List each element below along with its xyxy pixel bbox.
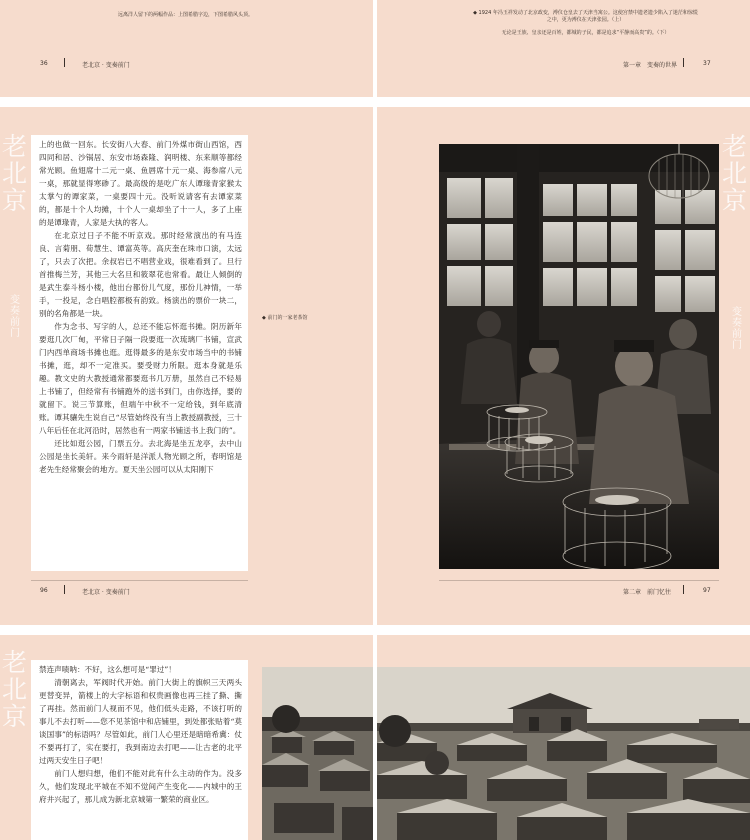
page-98 (0, 635, 373, 840)
divider (64, 58, 65, 67)
city-photo-left-art (262, 667, 373, 840)
page-36-number: 36 (40, 60, 48, 67)
teahouse-photo-art (439, 144, 719, 569)
page-98-watermark: 老北京 (2, 648, 28, 731)
page-96-footer-rule (31, 580, 248, 581)
page-37-running-header: 第一章 变奏的世界 (623, 62, 678, 69)
page-36-caption: 远离洋人留下的两幅作品：上图希腊字边，下图希腊风头顶。 (118, 12, 254, 18)
paragraph: 前门人想归想，他们不能对此有什么主动的作为。没多久，他们发现北平城在不知不觉间产生变化——内城中的王府井兴起了，那儿成为新北京城第一繁荣的商业区。 (39, 769, 242, 804)
page-96 (0, 107, 373, 625)
page-37 (377, 0, 750, 97)
page-37-caption-top: ◆ 1924 年冯玉祥发动了北京政变，溥仪仓皇去了天津当寓公。这使宫禁中遗老遗少陷入了迷茫和惊慌之中，更为溥仪在天津张园。（上） (473, 10, 698, 23)
page-97-running-header: 第二章 前门忆往 (623, 589, 672, 596)
city-photo-left (262, 667, 373, 840)
divider (64, 585, 65, 594)
page-36 (0, 0, 373, 97)
page-97-watermark-sub: 变奏前门 (732, 307, 742, 351)
paragraph: 禁连声啧呐：不好，这么想可是“罪过”！ (39, 665, 176, 674)
divider (683, 58, 684, 67)
page-96-watermark: 老北京 (2, 132, 28, 215)
page-37-number: 37 (703, 60, 711, 67)
page-96-number: 96 (40, 587, 48, 594)
city-photo-right-art (377, 667, 750, 840)
page-97 (377, 107, 750, 625)
paragraph: 作为念书、写字的人，总还不能忘怀逛书摊。阴历新年要逛几次厂甸，平常日子隔一段要逛一次琉璃厂书铺，宣武门内西单商场书摊也逛。逛得最多的是东安市场当中的书铺书摊，逛，却不一定准买。要受财力所限。逛本身就是乐趣。教文史的大教授通常都要逛书几万册，虽然自己不轻易上书铺了，但经常有书铺跑外的送书到门，由你选择，要的就留下。说三节算账，但端午中秋不一定给钱，到年底清账。谭其骧先生说自己“尽管始终没有当上教授副教授，三十八年后任在北河沿时，居然也有一两家书铺送书上我门的”。 (39, 322, 242, 435)
page-96-running-header: 老北京 · 变奏前门 (82, 589, 130, 596)
paragraph: 清朝离去，军阀时代开始。前门大街上的旗帜三天两头更替变异，箭楼上的大字标语和权贵画像也再三挂了撕、撕了再挂。然而前门人视而不见，他们低头走路，不该打听的事儿不去打听——您不见茶馆中和店铺里，到处都张贴着“莫谈国事”的标语吗？尽管如此，前门人心里还是暗暗希冀：仗不要再打了，实在要打，我到南边去打吧——让古老的北平过两天安生日子吧！ (39, 678, 242, 765)
paragraph: 上的也做一回东。长安街八大春、前门外煤市街山西馆，西四同和居、沙锅居、东安市场森隆、润明楼、东来顺等都经常光顾。鱼翅席十二元一桌、鱼唇席十元一桌、海参席八元一桌，那就显得寒碜了。最高级的是吃广东人谭瑑青家猴太太掌勺的谭家菜，一桌要四十元。没听说请客有去谭家菜的，都是十个人均摊，十个人一桌却坐了十一人，多了上座的是谭瑑青，人家是大执的客人。 (39, 140, 242, 227)
paragraph: 还比如逛公园，门票五分。去北海是坐五龙亭，去中山公园是坐长美轩。来今雨轩是洋派人物光顾之所，春明馆是老先生经常聚会的地方。夏天坐公园可以从太阳刚下 (39, 439, 242, 474)
paragraph: 在北京过日子不能不听京戏。那时经常演出的有马连良、言菊朋、荀慧生、谭富英等。高庆奎在珠市口演，太远了，只去了次把。余叔岩已不唱营业戏，很难看到了。旦行首推梅兰芳，其他三大名旦和筱翠花也常看。最让人倾倒的是武生泰斗杨小楼，他出台都份儿气度，那份儿神情，一举手，一投足，念白唱腔都极有韵致。杨演出的票价一块二，别的名角都是一块。 (39, 231, 242, 318)
teahouse-photo (439, 144, 719, 569)
divider (683, 585, 684, 594)
page-97-watermark: 老北京 (722, 132, 748, 215)
page-97-number: 97 (703, 587, 711, 594)
page-99 (377, 635, 750, 840)
page-37-caption-bottom: 无论是王族、皇亲还是百姓，都城的子民，都是追求“平静而高贵”的。（下） (501, 30, 670, 36)
page-97-footer-rule (439, 580, 719, 581)
page-96-watermark-sub: 变奏前门 (10, 295, 20, 339)
page-96-text-box (31, 135, 248, 571)
page-98-text-box (31, 660, 248, 840)
photo-caption: ◆ 前门的一家老茶馆 (262, 314, 307, 321)
page-36-running-header: 老北京 · 变奏前门 (82, 62, 130, 69)
city-photo-right (377, 667, 750, 840)
